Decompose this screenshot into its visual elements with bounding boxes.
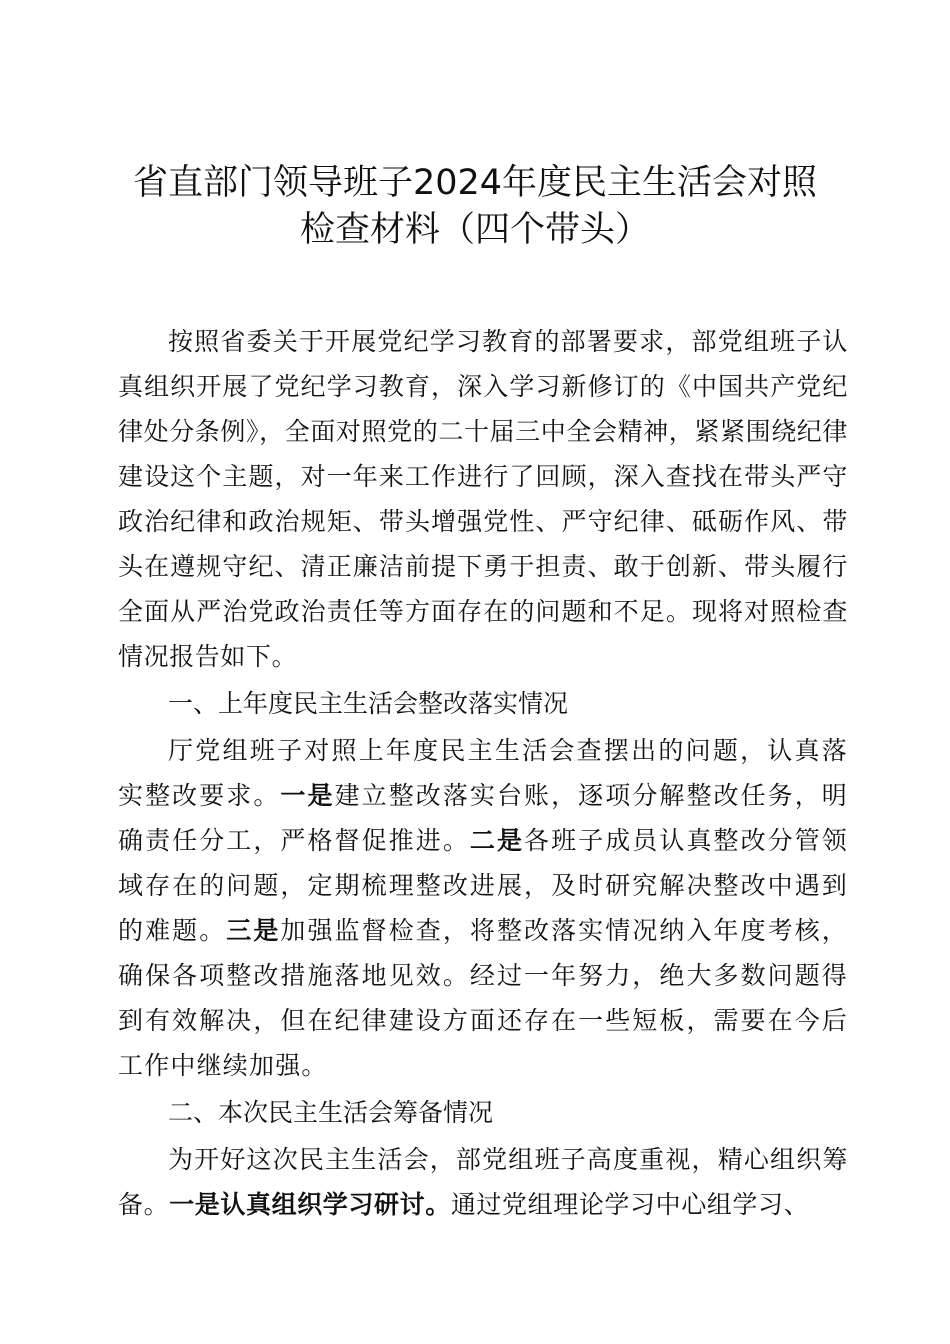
section-1-heading: 一、上年度民主生活会整改落实情况 bbox=[168, 689, 569, 718]
section-1-text-start: 厅党组班子对照上年度民主生活会查摆出的问题，认真落实整改要求。 bbox=[118, 736, 848, 810]
document-body bbox=[118, 319, 848, 1227]
document-title-line-1: 省直部门领导班子2024年度民主生活会对照 bbox=[132, 163, 818, 203]
section-2-text-1: 通过党组理论学习中心组学习、 bbox=[450, 1190, 810, 1219]
section-2-paragraph bbox=[118, 1137, 848, 1227]
document-title-line-2: 检查材料（四个带头） bbox=[299, 210, 650, 250]
section-1-text-2: 各班子成员认真整改分管领域存在的问题，定期梳理整改进展，及时研究解决整改中遇到的难题。 bbox=[118, 826, 848, 945]
section-2-text-start: 为开好这次民主生活会，部党组班子高度重视，精心组织筹备。 bbox=[118, 1145, 848, 1219]
section-1-marker-3: 三是 bbox=[226, 916, 281, 945]
section-2-marker-1: 一是认真组织学习研讨。 bbox=[169, 1190, 451, 1219]
section-1-marker-1: 一是 bbox=[280, 781, 335, 810]
section-1-text-1: 建立整改落实台账，逐项分解整改任务，明确责任分工，严格督促推进。 bbox=[118, 781, 848, 855]
section-1-paragraph bbox=[118, 728, 848, 1088]
section-1-marker-2: 二是 bbox=[469, 826, 525, 855]
section-2-heading: 二、本次民主生活会筹备情况 bbox=[168, 1098, 494, 1127]
section-1-text-3: 加强监督检查，将整改落实情况纳入年度考核，确保各项整改措施落地见效。经过一年努力，绝大多数问题得到有效解决，但在纪律建设方面还存在一些短板，需要在今后工作中继续加强。 bbox=[118, 916, 848, 1080]
intro-paragraph: 按照省委关于开展党纪学习教育的部署要求，部党组班子认真组织开展了党纪学习教育，深入学习新修订的《中国共产党纪律处分条例》，全面对照党的二十届三中全会精神，紧紧围绕纪律建设这个主题，对一年来工作进行了回顾，深入查找在带头严守政治纪律和政治规矩、带头增强党性、严守纪律、砥砺作风、带头在遵规守纪、清正廉洁前提下勇于担责、敢于创新、带头履行全面从严治党政治责任等方面存在的问题和不足。现将对照检查情况报告如下。 bbox=[118, 327, 848, 671]
